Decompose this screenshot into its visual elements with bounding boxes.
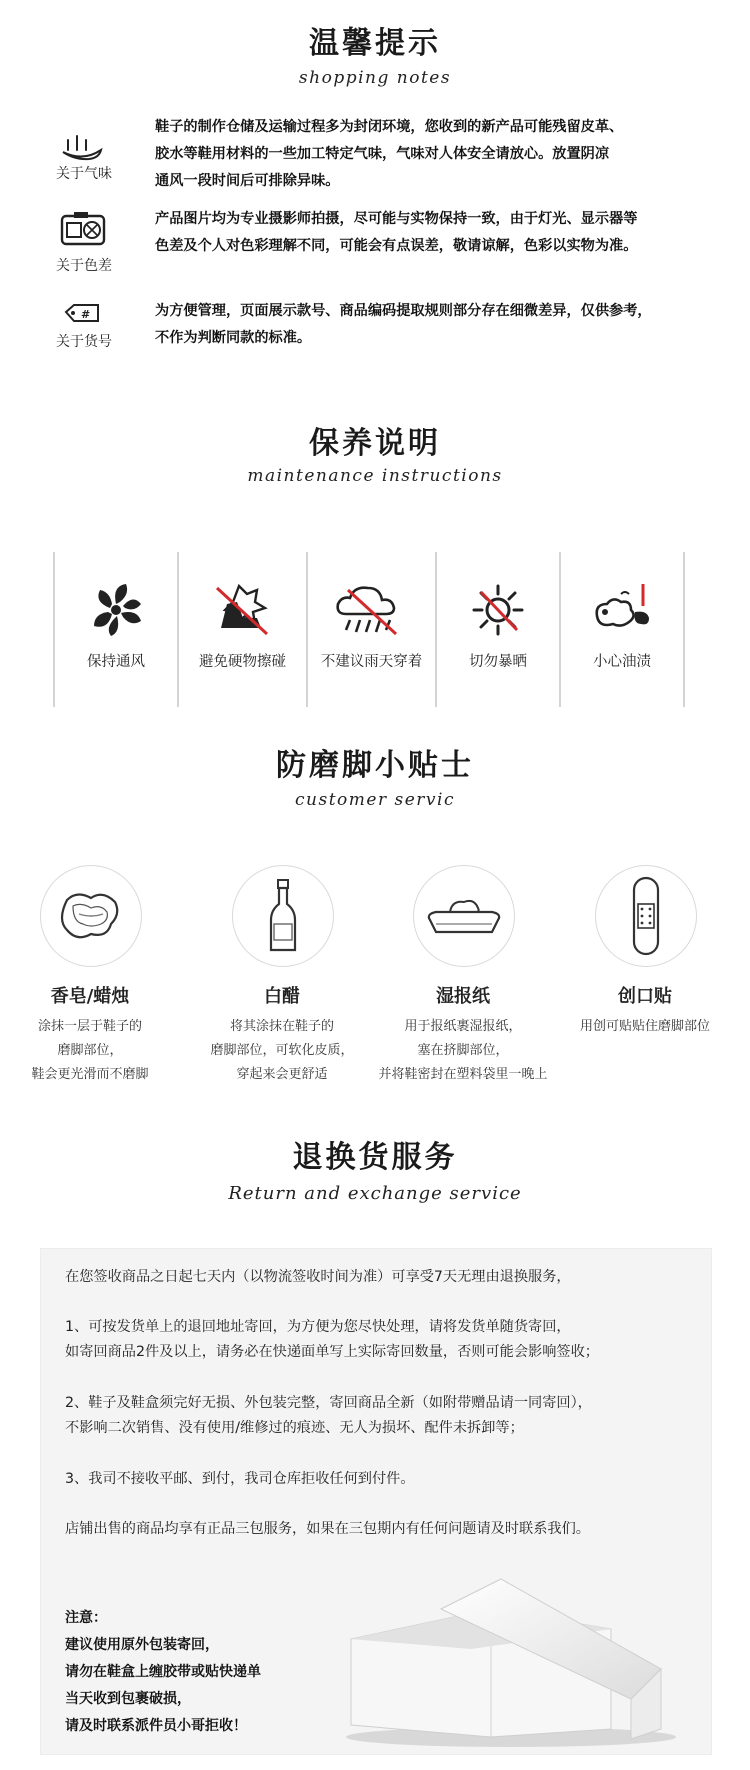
care-label: 切勿暴晒 xyxy=(469,654,527,670)
tip-title: 湿报纸 xyxy=(436,986,490,1007)
tip-title: 创口贴 xyxy=(618,986,672,1007)
tip-circle xyxy=(232,865,334,967)
care-label: 不建议雨天穿着 xyxy=(320,654,423,670)
fan-icon xyxy=(55,582,177,638)
service-paragraph: 2、鞋子及鞋盒须完好无损、外包装完整，寄回商品全新（如附带赠品请一同寄回）， 不影响二次销售、没有使用/维修过的痕迹、无人为损坏、配件未拆卸等； xyxy=(65,1395,592,1436)
care-item-ventilate xyxy=(55,552,177,707)
note-item-smell xyxy=(0,118,750,188)
care-label: 保持通风 xyxy=(87,654,145,670)
return-service-title: 退换货服务 xyxy=(292,1140,458,1175)
note-item-color xyxy=(0,210,750,280)
anti-blister-subtitle: customer servic xyxy=(295,790,455,810)
vinegar-bottle-icon xyxy=(233,866,333,966)
camera-icon xyxy=(50,212,116,246)
note-text: 鞋子的制作仓储及运输过程多为封闭环境，您收到的新产品可能残留皮革、 胶水等鞋用材料的一些加工特定气味，气味对人体安全请放心。放置阴凉 通风一段时间后可排除异味。 xyxy=(155,119,624,189)
tip-desc: 用创可贴贴住磨脚部位 xyxy=(579,1019,710,1034)
tip-circle xyxy=(595,865,697,967)
tip-title: 香皂/蜡烛 xyxy=(50,986,130,1007)
service-paragraph: 1、可按发货单上的退回地址寄回，为方便为您尽快处理，请将发货单随货寄回， 如寄回商品2件及以上，请务必在快递面单写上实际寄回数量，否则可能会影响签收； xyxy=(65,1319,599,1360)
shopping-notes-subtitle: shopping notes xyxy=(298,68,452,88)
return-service-subtitle: Return and exchange service xyxy=(228,1183,522,1204)
tip-desc: 将其涂抹在鞋子的 磨脚部位，可软化皮质， 穿起来会更舒适 xyxy=(210,1019,354,1082)
tip-desc: 涂抹一层于鞋子的 磨脚部位， 鞋会更光滑而不磨脚 xyxy=(31,1019,149,1082)
care-label: 小心油渍 xyxy=(593,654,651,670)
note-text: 为方便管理，页面展示款号、商品编码提取规则部分存在细微差异，仅供参考， 不作为判断同款的标准。 xyxy=(155,303,652,346)
care-item-oil xyxy=(561,552,683,707)
care-item-avoid-hard xyxy=(179,552,306,707)
service-note: 注意： 建议使用原外包装寄回， 请勿在鞋盒上缠胶带或贴快递单 当天收到包裹破损， 请及时联系派件员小哥拒收！ xyxy=(65,1610,261,1734)
oil-stain-icon xyxy=(561,582,683,638)
smell-icon xyxy=(50,130,116,164)
no-rain-icon xyxy=(308,582,435,638)
note-label: 关于气味 xyxy=(56,166,112,182)
bandage-icon xyxy=(596,866,696,966)
maintenance-title: 保养说明 xyxy=(309,426,441,461)
tip-circle xyxy=(40,865,142,967)
anti-blister-title: 防磨脚小贴士 xyxy=(276,748,474,783)
no-hard-object-icon xyxy=(179,582,306,638)
divider xyxy=(683,552,685,707)
svg-text:#: # xyxy=(81,308,91,321)
note-text: 产品图片均为专业摄影师拍摄，尽可能与实物保持一致，由于灯光、显示器等 色差及个人对色彩理解不同，可能会有点误差，敬请谅解，色彩以实物为准。 xyxy=(155,211,638,254)
no-sun-icon xyxy=(437,582,559,638)
note-item-sku xyxy=(0,302,750,372)
tip-desc: 用于报纸裹湿报纸， 塞在挤脚部位， 并将鞋密封在塑料袋里一晚上 xyxy=(378,1019,548,1082)
service-paragraph: 在您签收商品之日起七天内（以物流签收时间为准）可享受7天无理由退换服务， xyxy=(65,1269,571,1285)
care-item-no-sun xyxy=(437,552,559,707)
maintenance-subtitle: maintenance instructions xyxy=(247,466,503,486)
tip-circle xyxy=(413,865,515,967)
tip-title: 白醋 xyxy=(264,986,300,1007)
tissue-box-icon xyxy=(414,866,514,966)
soap-icon xyxy=(41,866,141,966)
return-service-box xyxy=(40,1248,712,1755)
shopping-notes-title: 温馨提示 xyxy=(309,26,441,61)
service-paragraph: 店铺出售的商品均享有正品三包服务，如果在三包期内有任何问题请及时联系我们。 xyxy=(65,1521,590,1537)
shoe-box-image xyxy=(341,1559,681,1749)
service-paragraph: 3、我司不接收平邮、到付，我司仓库拒收任何到付件。 xyxy=(65,1471,415,1487)
note-label: 关于色差 xyxy=(56,258,112,274)
note-label: 关于货号 xyxy=(56,334,112,350)
care-item-no-rain xyxy=(308,552,435,707)
care-label: 避免硬物擦碰 xyxy=(199,654,286,670)
